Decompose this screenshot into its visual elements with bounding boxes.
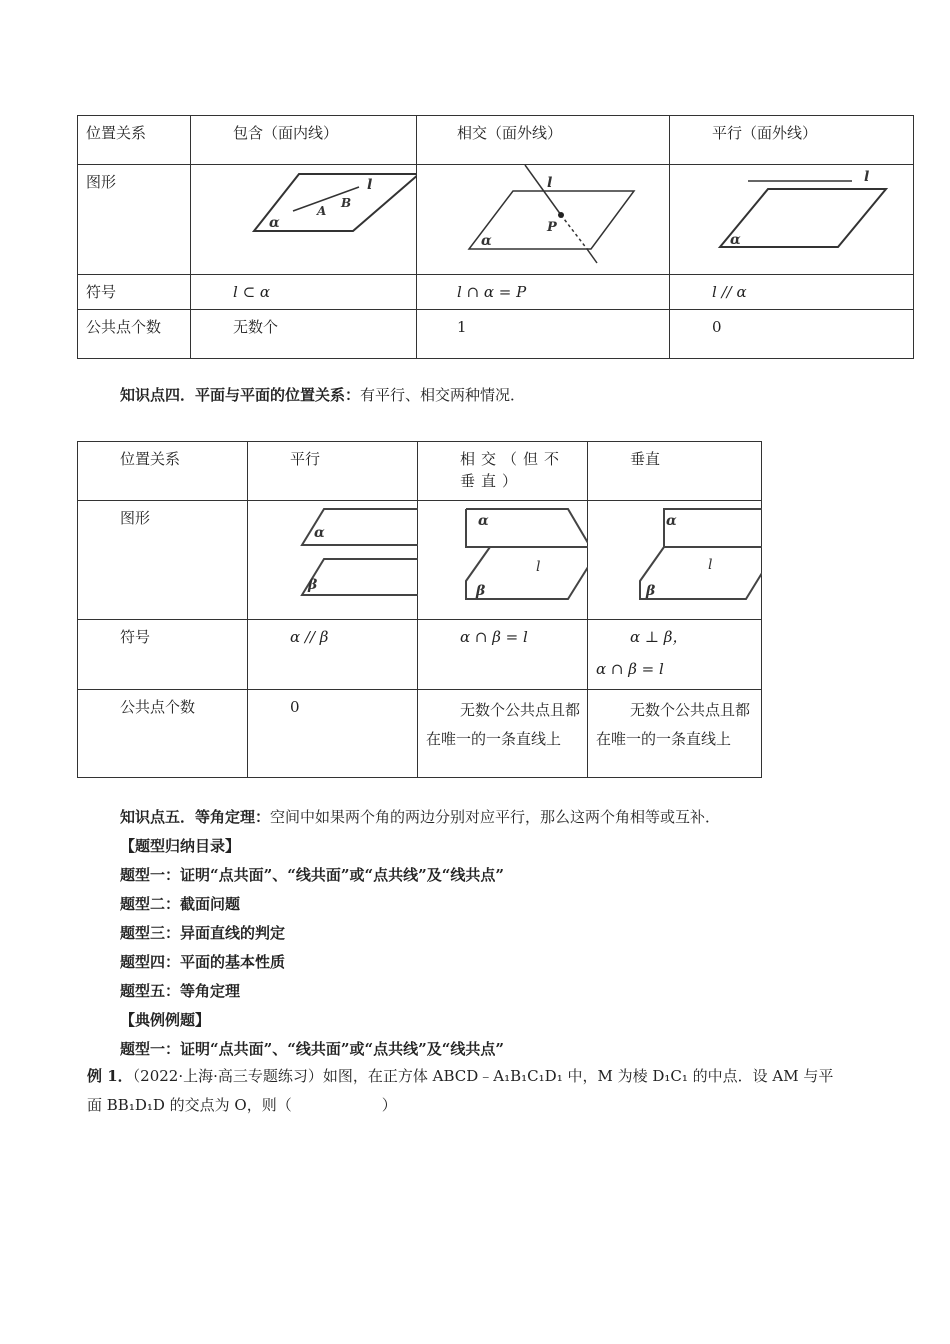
example-one-line1: （2022·上海·高三专题练习）如图，在正方体 ABCD﹣A₁B₁C₁D₁ 中，M 为棱 D₁C₁ 的中点．设 AM 与平: [132, 1067, 834, 1085]
figure-planes-parallel: [248, 501, 418, 620]
points-contain: 无数个: [191, 310, 417, 359]
catalog-heading: 【题型归纳目录】: [120, 837, 241, 855]
svg-text:l: l: [536, 559, 541, 575]
row-label-figure-2: 图形: [78, 501, 248, 620]
catalog-item: 题型四：平面的基本性质: [120, 953, 286, 971]
symbol-contain: l ⊂ α: [191, 275, 417, 310]
example-one-label: 例 1．: [87, 1067, 133, 1085]
svg-text:β: β: [646, 583, 656, 599]
svg-text:β: β: [308, 577, 318, 593]
svg-text:β: β: [476, 583, 486, 599]
svg-text:P: P: [547, 220, 557, 235]
figure-line-parallel-plane: [670, 165, 914, 275]
section-four-text: 有平行、相交两种情况．: [360, 386, 526, 404]
svg-text:α: α: [730, 232, 741, 248]
svg-text:α: α: [314, 525, 325, 541]
symbol-planes-parallel: α // β: [248, 620, 418, 690]
svg-text:B: B: [341, 196, 352, 210]
svg-text:A: A: [317, 204, 327, 218]
points-parallel: 0: [670, 310, 914, 359]
header-intersect: 相交（面外线）: [417, 116, 670, 165]
header-perpendicular-2: 垂直: [588, 442, 762, 501]
section-five-text: 空间中如果两个角的两边分别对应平行，那么这两个角相等或互补．: [270, 808, 721, 826]
catalog-item: 题型三：异面直线的判定: [120, 924, 286, 942]
planes-perpendicular-diagram: [588, 501, 762, 619]
line-parallel-plane-diagram: [670, 165, 914, 273]
symbol-planes-perpendicular: α ⊥ β， α ∩ β = l: [588, 620, 762, 690]
catalog-item: 题型二：截面问题: [120, 895, 241, 913]
line-intersect-plane-diagram: [417, 165, 670, 273]
header-parallel-2: 平行: [248, 442, 418, 501]
section-four: [120, 384, 525, 406]
row-label-points: 公共点个数: [78, 310, 191, 359]
catalog-item: 题型一：证明“点共面”、“线共面”或“点共线”及“线共点”: [120, 866, 505, 884]
planes-intersect-diagram: [418, 501, 588, 619]
line-in-plane-diagram: [191, 165, 417, 273]
points-planes-perpendicular: 无数个公共点且都在唯一的一条直线上: [588, 690, 762, 778]
row-label-figure: 图形: [78, 165, 191, 275]
svg-text:α: α: [269, 215, 280, 231]
points-planes-parallel: 0: [248, 690, 418, 778]
header-intersect-2: 相交（但不垂直）: [418, 442, 588, 501]
examples-type-one: 题型一：证明“点共面”、“线共面”或“点共线”及“线共点”: [120, 1040, 505, 1058]
svg-text:l: l: [367, 177, 373, 193]
figure-planes-intersect: [418, 501, 588, 620]
catalog: [120, 835, 820, 1060]
symbol-planes-intersect: α ∩ β = l: [418, 620, 588, 690]
row-label-symbol-2: 符号: [78, 620, 248, 690]
line-plane-table: [77, 115, 914, 359]
figure-line-in-plane: [191, 165, 417, 275]
examples-heading: 【典例例题】: [120, 1011, 211, 1029]
header-position: 位置关系: [78, 116, 191, 165]
row-label-symbol: 符号: [78, 275, 191, 310]
figure-planes-perpendicular: [588, 501, 762, 620]
symbol-intersect: l ∩ α = P: [417, 275, 670, 310]
svg-text:α: α: [666, 513, 677, 529]
points-intersect: 1: [417, 310, 670, 359]
svg-text:l: l: [708, 557, 713, 573]
points-planes-intersect: 无数个公共点且都在唯一的一条直线上: [418, 690, 588, 778]
section-four-title: 知识点四．平面与平面的位置关系：: [120, 386, 361, 404]
section-five: [120, 806, 720, 828]
header-position-2: 位置关系: [78, 442, 248, 501]
example-one: [87, 1065, 877, 1116]
header-parallel: 平行（面外线）: [670, 116, 914, 165]
row-label-points-2: 公共点个数: [78, 690, 248, 778]
figure-line-intersect-plane: [417, 165, 670, 275]
plane-plane-table: [77, 441, 762, 778]
header-contain: 包含（面内线）: [191, 116, 417, 165]
section-five-title: 知识点五．等角定理：: [120, 808, 271, 826]
svg-text:l: l: [547, 175, 553, 191]
symbol-parallel: l // α: [670, 275, 914, 310]
svg-text:l: l: [864, 169, 870, 185]
planes-parallel-diagram: [248, 501, 418, 619]
svg-text:α: α: [481, 233, 492, 249]
svg-text:α: α: [478, 513, 489, 529]
catalog-item: 题型五：等角定理: [120, 982, 241, 1000]
example-one-line2: 面 BB₁D₁D 的交点为 O，则（ ）: [87, 1096, 397, 1114]
